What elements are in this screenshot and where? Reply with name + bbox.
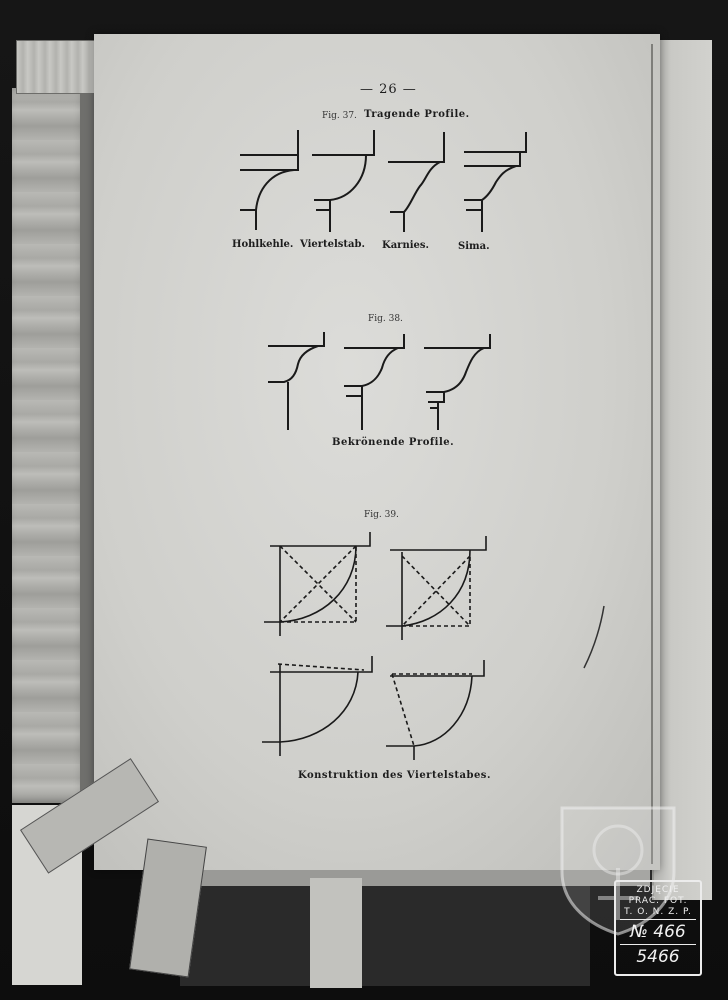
stamp-number-2: 5466 (636, 947, 680, 967)
fig37-caption: Fig. 37. (322, 111, 357, 121)
fig38-title: Bekrönende Profile. (332, 437, 455, 448)
profile-38-2 (344, 334, 404, 430)
fig38-caption: Fig. 38. (368, 314, 403, 324)
stamp-line-2: PRAC. FOT. (628, 896, 688, 906)
construction-1 (264, 532, 370, 636)
profile-viertelstab (312, 130, 374, 232)
fig37-label-2: Viertelstab. (300, 239, 365, 250)
profile-hohlkehle (240, 130, 298, 230)
profile-sima (464, 132, 526, 232)
fig37-title: Tragende Profile. (364, 109, 470, 120)
construction-2 (386, 536, 486, 640)
profile-38-3 (424, 334, 490, 430)
construction-3 (262, 656, 372, 756)
fig39-caption: Fig. 39. (364, 510, 399, 520)
fig37-label-4: Sima. (458, 241, 490, 252)
page-number: — 26 — (360, 82, 417, 97)
profile-karnies (388, 132, 444, 232)
construction-4 (386, 660, 484, 760)
archive-stamp (614, 880, 702, 976)
stamp-line-1: ZDJĘCIE (636, 885, 680, 895)
stamp-number-1: № 466 (630, 922, 686, 942)
fig37-label-1: Hohlkehle. (232, 239, 294, 250)
stamp-line-3: T. O. N. Z. P. (624, 907, 692, 917)
fig37-label-3: Karnies. (382, 240, 429, 251)
fig39-title: Konstruktion des Viertelstabes. (298, 770, 491, 781)
profile-38-1 (268, 332, 324, 430)
